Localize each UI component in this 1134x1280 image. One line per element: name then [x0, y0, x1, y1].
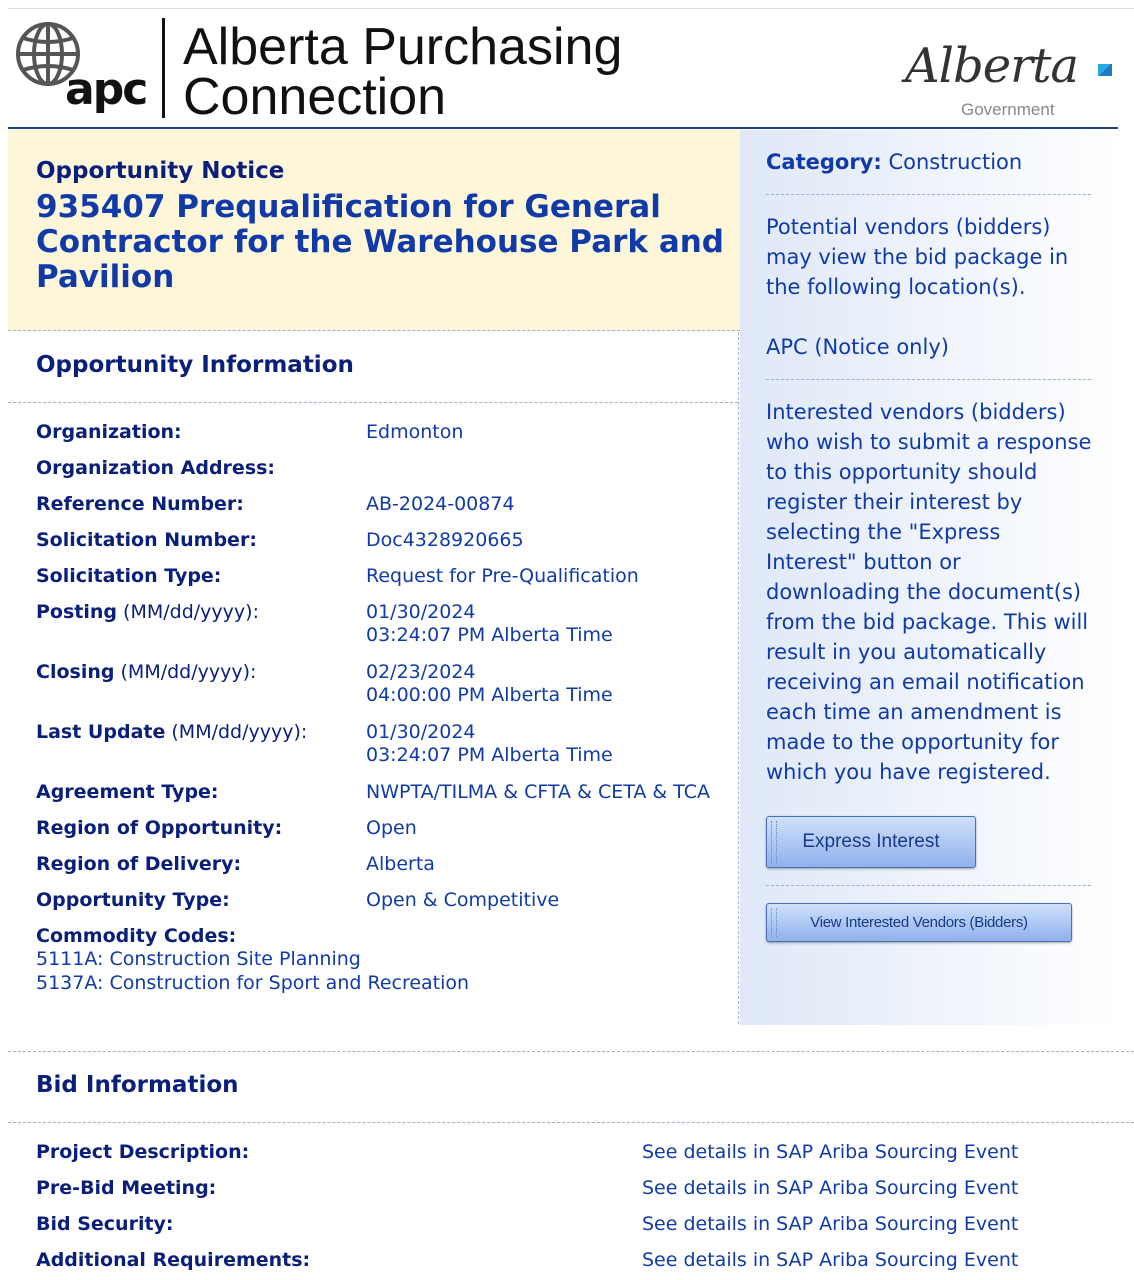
info-value: Open & Competitive [366, 889, 560, 911]
info-label: Organization: [36, 421, 182, 443]
info-label: Solicitation Number: [36, 529, 257, 551]
opportunity-notice-box [8, 130, 740, 331]
bid-value: See details in SAP Ariba Sourcing Event [642, 1177, 1019, 1199]
sidebar-divider [766, 885, 1091, 886]
info-value: Doc4328920665 [366, 529, 524, 551]
category-label: Category: [766, 150, 882, 174]
bid-label: Bid Security: [36, 1213, 174, 1235]
section-divider [8, 402, 738, 403]
button-grip [771, 821, 777, 863]
category-line [766, 147, 1096, 177]
express-interest-instructions: Interested vendors (bidders) who wish to submit a response to this opportunity should register their interest by selecting the "Express Interest" button or downloading the document(s) from the bid package. This will result in you automatically receiving an email notification each time an amendment is made to the opportunity for which you have registered. [766, 400, 1092, 784]
apc-logo-text: apc [65, 64, 147, 115]
site-title-line1: Alberta Purchasing [183, 18, 623, 76]
sidebar-divider [766, 194, 1091, 195]
info-label: Organization Address: [36, 457, 276, 479]
info-value: 01/30/2024 03:24:07 PM Alberta Time [366, 721, 613, 766]
info-value: Request for Pre-Qualification [366, 565, 639, 587]
info-value: Alberta [366, 853, 435, 875]
logo-divider [162, 18, 165, 118]
section-divider [8, 1122, 1134, 1123]
view-interested-vendors-label: View Interested Vendors (Bidders) [810, 914, 1028, 931]
info-label: Last Update (MM/dd/yyyy): [36, 721, 308, 743]
section-divider [8, 1051, 1134, 1052]
button-grip [771, 908, 777, 937]
apc-logo[interactable] [10, 16, 150, 116]
info-label: Reference Number: [36, 493, 244, 515]
alberta-script-text: Alberta [905, 38, 1078, 94]
bid-package-text: Potential vendors (bidders) may view the bid package in the following location(s). [766, 215, 1069, 299]
info-value: NWPTA/TILMA & CFTA & CETA & TCA [366, 781, 711, 803]
bid-label: Pre-Bid Meeting: [36, 1177, 217, 1199]
info-value: 01/30/2024 03:24:07 PM Alberta Time [366, 601, 613, 646]
commodity-code-item: 5111A: Construction Site Planning [36, 948, 361, 970]
bid-value: See details in SAP Ariba Sourcing Event [642, 1141, 1019, 1163]
government-text: Government [961, 100, 1055, 119]
info-value: Edmonton [366, 421, 464, 443]
info-value: AB-2024-00874 [366, 493, 515, 515]
sidebar-divider [766, 379, 1091, 380]
header-rule [8, 127, 1118, 129]
express-interest-button[interactable] [766, 816, 976, 868]
bid-value: See details in SAP Ariba Sourcing Event [642, 1213, 1019, 1235]
info-value: Open [366, 817, 417, 839]
info-label: Posting (MM/dd/yyyy): [36, 601, 259, 623]
view-interested-vendors-button[interactable] [766, 903, 1072, 942]
bid-package-location: APC (Notice only) [766, 335, 949, 359]
info-label: Closing (MM/dd/yyyy): [36, 661, 257, 683]
bid-value: See details in SAP Ariba Sourcing Event [642, 1249, 1019, 1271]
bid-label: Project Description: [36, 1141, 250, 1163]
commodity-code-item: 5137A: Construction for Sport and Recreation [36, 972, 470, 994]
bid-label: Additional Requirements: [36, 1249, 311, 1271]
bid-information-heading: Bid Information [36, 1072, 239, 1098]
column-divider [738, 332, 739, 1024]
site-title [183, 18, 623, 126]
info-value: 02/23/2024 04:00:00 PM Alberta Time [366, 661, 613, 706]
info-label: Region of Opportunity: [36, 817, 283, 839]
opportunity-information-heading: Opportunity Information [36, 352, 354, 378]
commodity-code-list [36, 947, 469, 995]
info-label: Agreement Type: [36, 781, 219, 803]
category-value: Construction [888, 150, 1023, 174]
info-label: Solicitation Type: [36, 565, 222, 587]
alberta-flag-icon [1098, 64, 1112, 76]
info-label: Commodity Codes: [36, 925, 237, 947]
site-header [0, 10, 1134, 128]
express-interest-label: Express Interest [802, 831, 940, 852]
site-title-line2: Connection [183, 68, 447, 126]
info-label: Opportunity Type: [36, 889, 230, 911]
info-label: Region of Delivery: [36, 853, 242, 875]
notice-label: Opportunity Notice [36, 158, 285, 184]
alberta-government-logo[interactable] [905, 38, 1120, 128]
notice-title: 935407 Prequalification for General Contractor for the Warehouse Park and Pavilion [36, 189, 724, 295]
top-border [8, 8, 1134, 9]
